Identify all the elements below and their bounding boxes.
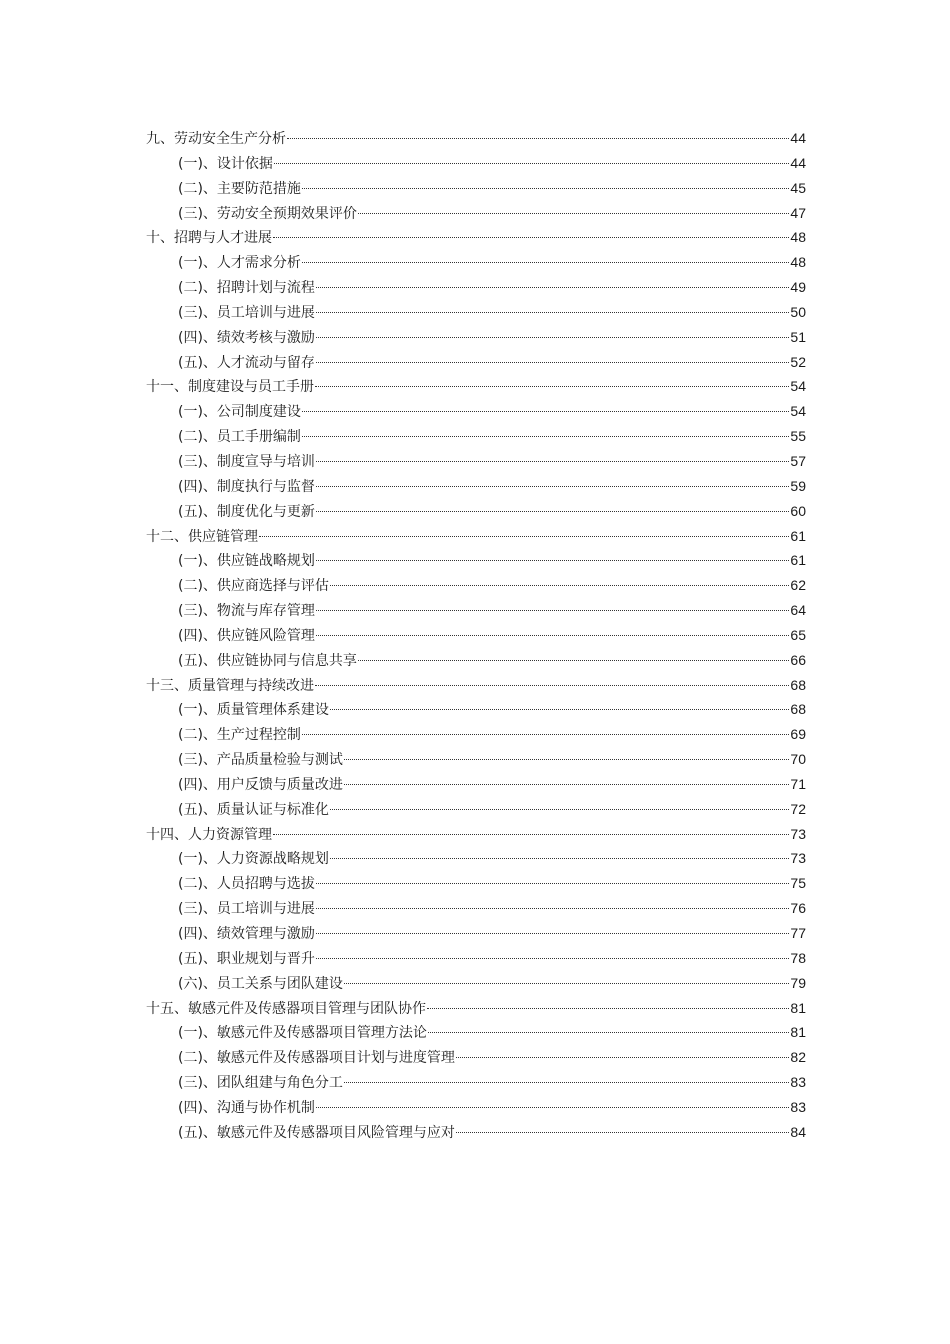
toc-section-entry[interactable] — [146, 424, 806, 449]
toc-page-number: 57 — [790, 452, 806, 469]
toc-entry-title: (一)、人才需求分析 — [178, 255, 301, 272]
toc-page-number: 72 — [790, 800, 806, 817]
toc-entry-title: (二)、敏感元件及传感器项目计划与进度管理 — [178, 1050, 455, 1067]
toc-dot-leader — [316, 635, 789, 636]
toc-section-entry[interactable] — [146, 201, 806, 226]
toc-dot-leader — [316, 486, 789, 487]
toc-entry-title: (四)、绩效考核与激励 — [178, 329, 315, 346]
toc-section-entry[interactable] — [146, 896, 806, 921]
toc-entry-title: (一)、质量管理体系建设 — [178, 702, 329, 719]
toc-dot-leader — [456, 1132, 789, 1133]
toc-dot-leader — [302, 436, 789, 437]
toc-entry-title: 九、劳动安全生产分析 — [146, 131, 286, 147]
toc-page-number: 66 — [790, 651, 806, 668]
toc-page-number: 60 — [790, 502, 806, 519]
toc-chapter-entry[interactable] — [146, 374, 806, 399]
toc-page-number: 73 — [790, 850, 806, 867]
toc-section-entry[interactable] — [146, 971, 806, 996]
toc-section-entry[interactable] — [146, 846, 806, 871]
toc-section-entry[interactable] — [146, 300, 806, 325]
toc-dot-leader — [316, 933, 789, 934]
toc-dot-leader — [315, 386, 789, 387]
toc-section-entry[interactable] — [146, 623, 806, 648]
toc-section-entry[interactable] — [146, 1020, 806, 1045]
toc-page-number: 64 — [790, 602, 806, 619]
toc-entry-title: (二)、供应商选择与评估 — [178, 578, 329, 595]
toc-dot-leader — [302, 262, 789, 263]
toc-section-entry[interactable] — [146, 1120, 806, 1145]
toc-page-number: 61 — [790, 527, 806, 544]
toc-dot-leader — [316, 337, 789, 338]
toc-page-number: 45 — [790, 179, 806, 196]
toc-dot-leader — [344, 784, 789, 785]
toc-section-entry[interactable] — [146, 449, 806, 474]
toc-page-number: 81 — [790, 999, 806, 1016]
toc-dot-leader — [344, 759, 789, 760]
toc-page-number: 49 — [790, 279, 806, 296]
toc-entry-title: (五)、人才流动与留存 — [178, 354, 315, 371]
toc-entry-title: (三)、员工培训与进展 — [178, 304, 315, 321]
toc-section-entry[interactable] — [146, 350, 806, 375]
toc-entry-title: (五)、供应链协同与信息共享 — [178, 652, 357, 669]
toc-section-entry[interactable] — [146, 573, 806, 598]
toc-page-number: 68 — [790, 676, 806, 693]
toc-section-entry[interactable] — [146, 399, 806, 424]
toc-entry-title: 十一、制度建设与员工手册 — [146, 379, 314, 396]
toc-entry-title: (三)、团队组建与角色分工 — [178, 1075, 343, 1092]
toc-entry-title: (一)、敏感元件及传感器项目管理方法论 — [178, 1025, 427, 1042]
toc-entry-title: (一)、供应链战略规划 — [178, 553, 315, 570]
toc-dot-leader — [456, 1057, 789, 1058]
toc-chapter-entry[interactable] — [146, 996, 806, 1021]
toc-entry-title: (五)、敏感元件及传感器项目风险管理与应对 — [178, 1124, 455, 1141]
table-of-contents — [146, 126, 806, 1145]
toc-entry-title: 十二、供应链管理 — [146, 528, 258, 545]
toc-page-number: 52 — [790, 353, 806, 370]
toc-page-number: 77 — [790, 925, 806, 941]
toc-chapter-entry[interactable] — [146, 673, 806, 698]
toc-page-number: 79 — [790, 974, 806, 991]
toc-dot-leader — [330, 809, 789, 810]
toc-entry-title: 十、招聘与人才进展 — [146, 230, 272, 247]
toc-page-number: 47 — [790, 204, 806, 221]
toc-section-entry[interactable] — [146, 946, 806, 971]
toc-section-entry[interactable] — [146, 548, 806, 573]
toc-entry-title: (四)、用户反馈与质量改进 — [178, 776, 343, 793]
toc-page-number: 50 — [790, 303, 806, 320]
toc-dot-leader — [316, 511, 789, 512]
toc-section-entry[interactable] — [146, 797, 806, 822]
toc-dot-leader — [316, 908, 789, 909]
toc-section-entry[interactable] — [146, 176, 806, 201]
toc-page-number: 54 — [790, 378, 806, 395]
toc-page-number: 51 — [790, 328, 806, 345]
toc-page-number: 73 — [790, 825, 806, 842]
toc-dot-leader — [316, 287, 789, 288]
toc-entry-title: (二)、主要防范措施 — [178, 180, 301, 197]
toc-page-number: 82 — [790, 1049, 806, 1066]
toc-page-number: 65 — [790, 626, 806, 643]
toc-section-entry[interactable] — [146, 648, 806, 673]
toc-page-number: 70 — [790, 751, 806, 768]
toc-dot-leader — [330, 585, 789, 586]
toc-dot-leader — [358, 660, 789, 661]
toc-dot-leader — [302, 734, 789, 735]
toc-page-number: 48 — [790, 254, 806, 271]
toc-dot-leader — [274, 163, 789, 164]
toc-page-number: 55 — [790, 428, 806, 445]
toc-entry-title: 十三、质量管理与持续改进 — [146, 677, 314, 694]
toc-page-number: 83 — [790, 1098, 806, 1115]
toc-chapter-entry[interactable] — [146, 524, 806, 549]
toc-section-entry[interactable] — [146, 598, 806, 623]
toc-section-entry[interactable] — [146, 1045, 806, 1070]
toc-dot-leader — [428, 1032, 789, 1033]
toc-page-number: 48 — [790, 229, 806, 246]
toc-section-entry[interactable] — [146, 697, 806, 722]
toc-page-number: 44 — [790, 154, 806, 171]
toc-page-number: 83 — [790, 1074, 806, 1091]
toc-section-entry[interactable] — [146, 474, 806, 499]
toc-chapter-entry[interactable] — [146, 822, 806, 847]
toc-page-number: 81 — [790, 1024, 806, 1041]
toc-section-entry[interactable] — [146, 499, 806, 524]
toc-entry-title: (二)、人员招聘与选拔 — [178, 876, 315, 893]
toc-dot-leader — [316, 610, 789, 611]
toc-entry-title: (三)、劳动安全预期效果评价 — [178, 205, 357, 222]
toc-page-number: 69 — [790, 726, 806, 743]
toc-entry-title: (二)、员工手册编制 — [178, 429, 301, 446]
toc-page-number: 62 — [790, 577, 806, 594]
toc-page-number: 75 — [790, 875, 806, 892]
toc-dot-leader — [287, 138, 789, 139]
toc-page-number: 44 — [790, 130, 806, 146]
toc-section-entry[interactable] — [146, 275, 806, 300]
toc-dot-leader — [316, 883, 789, 884]
toc-dot-leader — [302, 188, 789, 189]
toc-section-entry[interactable] — [146, 1070, 806, 1095]
toc-entry-title: (五)、质量认证与标准化 — [178, 801, 329, 818]
toc-entry-title: (四)、沟通与协作机制 — [178, 1099, 315, 1116]
toc-entry-title: (三)、员工培训与进展 — [178, 901, 315, 918]
toc-dot-leader — [259, 536, 789, 537]
toc-chapter-entry[interactable] — [146, 225, 806, 250]
toc-chapter-entry[interactable] — [146, 126, 806, 151]
toc-entry-title: (五)、职业规划与晋升 — [178, 950, 315, 967]
toc-section-entry[interactable] — [146, 772, 806, 797]
toc-dot-leader — [358, 213, 789, 214]
toc-section-entry[interactable] — [146, 921, 806, 946]
toc-dot-leader — [344, 983, 789, 984]
toc-dot-leader — [316, 362, 789, 363]
toc-entry-title: (四)、制度执行与监督 — [178, 478, 315, 495]
toc-dot-leader — [273, 834, 789, 835]
toc-entry-title: (二)、生产过程控制 — [178, 727, 301, 744]
toc-entry-title: (五)、制度优化与更新 — [178, 503, 315, 520]
toc-dot-leader — [316, 461, 789, 462]
toc-entry-title: (三)、制度宣导与培训 — [178, 453, 315, 470]
toc-entry-title: (一)、人力资源战略规划 — [178, 851, 329, 868]
toc-dot-leader — [273, 237, 789, 238]
toc-page-number: 78 — [790, 949, 806, 966]
toc-dot-leader — [344, 1082, 789, 1083]
toc-entry-title: (四)、供应链风险管理 — [178, 627, 315, 644]
toc-section-entry[interactable] — [146, 722, 806, 747]
toc-section-entry[interactable] — [146, 151, 806, 176]
toc-entry-title: (一)、公司制度建设 — [178, 404, 301, 421]
toc-entry-title: (三)、产品质量检验与测试 — [178, 752, 343, 769]
toc-dot-leader — [316, 312, 789, 313]
toc-dot-leader — [316, 1107, 789, 1108]
toc-section-entry[interactable] — [146, 325, 806, 350]
toc-dot-leader — [315, 685, 789, 686]
toc-page-number: 68 — [790, 701, 806, 718]
toc-page-number: 84 — [790, 1123, 806, 1140]
toc-entry-title: (四)、绩效管理与激励 — [178, 926, 315, 942]
toc-page-number: 54 — [790, 403, 806, 420]
toc-dot-leader — [330, 709, 789, 710]
toc-page-number: 71 — [790, 775, 806, 792]
toc-entry-title: (二)、招聘计划与流程 — [178, 280, 315, 297]
toc-page-number: 76 — [790, 900, 806, 917]
toc-section-entry[interactable] — [146, 250, 806, 275]
toc-dot-leader — [302, 411, 789, 412]
toc-page-number: 61 — [790, 552, 806, 569]
toc-entry-title: 十四、人力资源管理 — [146, 826, 272, 843]
toc-section-entry[interactable] — [146, 871, 806, 896]
toc-section-entry[interactable] — [146, 1095, 806, 1120]
toc-dot-leader — [330, 858, 789, 859]
toc-entry-title: (三)、物流与库存管理 — [178, 603, 315, 620]
toc-dot-leader — [316, 560, 789, 561]
toc-dot-leader — [427, 1008, 789, 1009]
toc-section-entry[interactable] — [146, 747, 806, 772]
toc-entry-title: (六)、员工关系与团队建设 — [178, 975, 343, 992]
toc-dot-leader — [316, 958, 789, 959]
toc-page-number: 59 — [790, 477, 806, 494]
toc-entry-title: 十五、敏感元件及传感器项目管理与团队协作 — [146, 1000, 426, 1017]
toc-entry-title: (一)、设计依据 — [178, 155, 273, 172]
